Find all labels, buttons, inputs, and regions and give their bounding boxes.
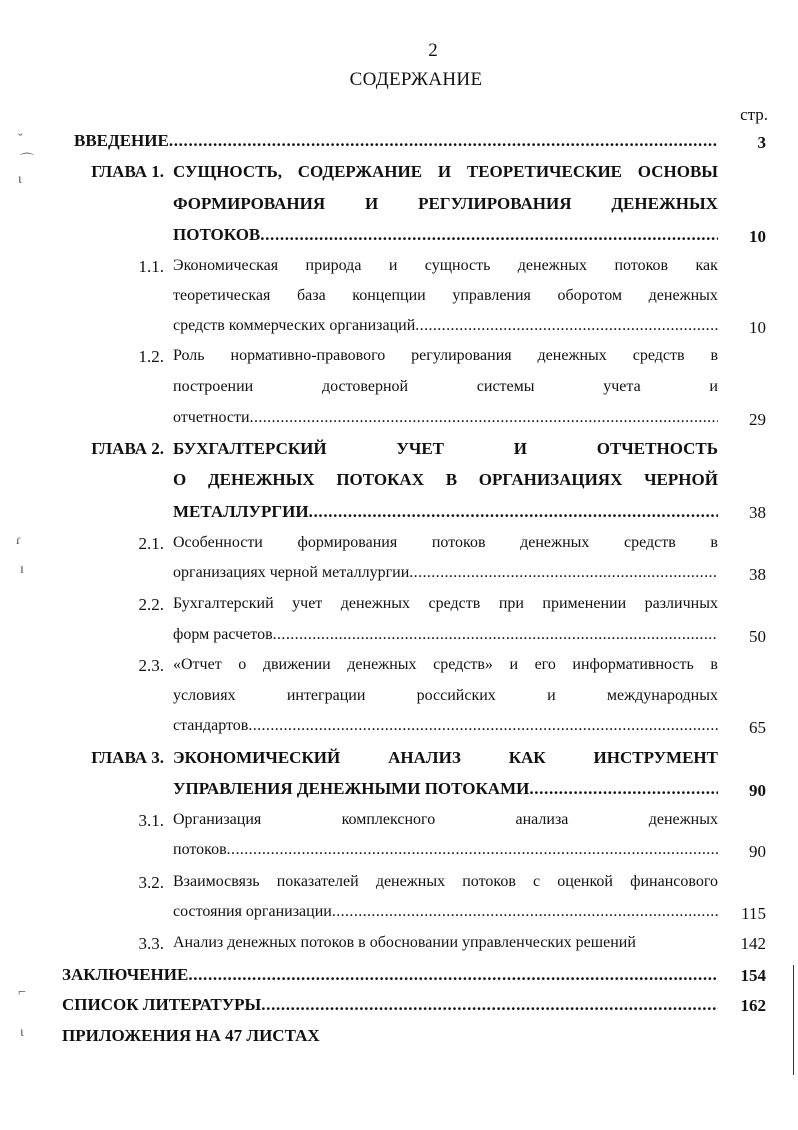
word: И	[437, 162, 452, 181]
word: состояния организации	[173, 903, 332, 920]
toc-s3-3-page: 142	[740, 934, 766, 953]
word: формирования	[297, 534, 398, 551]
toc-s2-1-number: 2.1.	[138, 534, 164, 553]
word: денежных	[520, 534, 590, 551]
toc-s2-1-line1[interactable]	[173, 534, 718, 552]
toc-s1-1-page: 10	[749, 318, 766, 337]
toc-ch2-title-line2[interactable]	[173, 470, 718, 490]
toc-s1-2-line2[interactable]	[173, 378, 718, 396]
word: применении	[542, 595, 627, 612]
word: база	[297, 287, 326, 304]
word: в	[710, 347, 718, 364]
word: Роль	[173, 347, 205, 364]
word: ОРГАНИЗАЦИЯХ	[478, 470, 623, 489]
word: и	[388, 257, 398, 274]
word: МЕТАЛЛУРГИИ	[173, 502, 309, 521]
toc-s3-2-page: 115	[741, 904, 766, 923]
word: комплексного	[341, 811, 436, 828]
word: СОДЕРЖАНИЕ	[297, 162, 423, 181]
toc-references-page: 162	[740, 996, 766, 1015]
toc-ch1-title-line1[interactable]	[173, 162, 718, 182]
toc-s2-2-number: 2.2.	[138, 595, 164, 614]
word: СУЩНОСТЬ,	[173, 162, 282, 181]
word: Особенности	[173, 534, 263, 551]
toc-s3-2-line1[interactable]	[173, 873, 718, 891]
toc-s2-3-line3[interactable]	[173, 717, 718, 735]
toc-s3-1-line1[interactable]	[173, 811, 718, 829]
toc-intro-text: ВВЕДЕНИЕ	[74, 131, 169, 150]
scan-speck: ⌒	[20, 154, 34, 169]
toc-s3-3-number: 3.3.	[138, 934, 164, 953]
toc-ch1-title-line3[interactable]	[173, 225, 718, 245]
toc-s3-1-line2[interactable]	[173, 841, 718, 859]
toc-s1-2-page: 29	[749, 410, 766, 429]
toc-appendix[interactable]: ПРИЛОЖЕНИЯ НА 47 ЛИСТАХ	[62, 1026, 320, 1045]
word: движении	[262, 656, 331, 673]
word: и	[509, 656, 519, 673]
toc-s2-3-page: 65	[749, 718, 766, 737]
word: организациях черной металлургии	[173, 564, 410, 581]
word: Экономическая	[173, 257, 279, 274]
toc-ch1-title-line2[interactable]	[173, 194, 718, 214]
word: УПРАВЛЕНИЯ ДЕНЕЖНЫМИ ПОТОКАМИ	[173, 779, 530, 798]
toc-s1-2-line1[interactable]	[173, 347, 718, 365]
toc-ch1-label: ГЛАВА 1.	[91, 162, 164, 181]
word: ДЕНЕЖНЫХ	[207, 470, 315, 489]
word: средств коммерческих организаций	[173, 317, 416, 334]
word: оборотом	[557, 287, 623, 304]
word: потоков	[614, 257, 669, 274]
word: российских	[416, 687, 496, 704]
word: И	[364, 194, 379, 213]
word: средств	[624, 534, 676, 551]
toc-ch2-page: 38	[749, 503, 766, 522]
word: его	[534, 656, 556, 673]
word: финансового	[630, 873, 718, 890]
word: Бухгалтерский	[173, 595, 274, 612]
toc-s1-1-line1[interactable]	[173, 257, 718, 275]
toc-ch3-page: 90	[749, 781, 766, 800]
word: ФОРМИРОВАНИЯ	[173, 194, 326, 213]
toc-conclusion-page: 154	[740, 966, 766, 985]
scan-speck: ɪ	[20, 562, 24, 577]
word: учета	[603, 378, 641, 395]
word: концепции	[352, 287, 426, 304]
toc-s2-1-page: 38	[749, 565, 766, 584]
word: различных	[644, 595, 718, 612]
word: средств	[632, 347, 685, 364]
toc-ch3-title-line1[interactable]	[173, 748, 718, 768]
word: денежных	[537, 347, 607, 364]
word: денежных	[340, 595, 411, 612]
word: оценкой	[557, 873, 613, 890]
word: и	[709, 378, 718, 395]
toc-s2-3-line2[interactable]	[173, 687, 718, 705]
toc-s1-1-line2[interactable]	[173, 287, 718, 305]
word: «Отчет	[173, 656, 222, 673]
word: денежных	[648, 287, 718, 304]
word: природа	[305, 257, 362, 274]
toc-s1-1-line3[interactable]	[173, 317, 718, 335]
scan-speck: ι	[20, 1025, 24, 1040]
word: условиях	[173, 687, 236, 704]
scan-speck: ⌐	[18, 985, 26, 1000]
toc-s1-2-number: 1.2.	[138, 347, 164, 366]
word: теоретическая	[173, 287, 271, 304]
toc-intro[interactable]	[74, 131, 718, 151]
word: ЧЕРНОЙ	[644, 470, 718, 489]
word: потоков	[431, 534, 486, 551]
word: И	[513, 439, 527, 458]
word: системы	[476, 378, 535, 395]
word: В	[445, 470, 458, 489]
word: при	[498, 595, 524, 612]
toc-references-text: СПИСОК ЛИТЕРАТУРЫ	[62, 995, 262, 1014]
toc-references[interactable]	[62, 995, 718, 1015]
toc-s2-2-page: 50	[749, 627, 766, 646]
word: анализа	[515, 811, 569, 828]
word: показателей	[276, 873, 359, 890]
word: средств	[428, 595, 481, 612]
word: о	[238, 656, 247, 673]
word: ОТЧЕТНОСТЬ	[596, 439, 718, 458]
word: средств»	[433, 656, 493, 673]
toc-s2-2-line1[interactable]	[173, 595, 718, 613]
toc-conclusion-text: ЗАКЛЮЧЕНИЕ	[62, 965, 189, 984]
word: АНАЛИЗ	[388, 748, 461, 767]
word: информативность	[572, 656, 694, 673]
word: регулирования	[411, 347, 512, 364]
word: и	[547, 687, 556, 704]
word: построении	[173, 378, 254, 395]
toc-intro-page: 3	[757, 133, 766, 152]
word: ЭКОНОМИЧЕСКИЙ	[173, 748, 341, 767]
word: ПОТОКОВ	[173, 225, 261, 244]
toc-s3-1-page: 90	[749, 842, 766, 861]
word: как	[695, 257, 718, 274]
toc-ch3-title-line2[interactable]	[173, 779, 718, 799]
toc-ch2-title-line1[interactable]	[173, 439, 718, 459]
word: интеграции	[286, 687, 366, 704]
word: с	[533, 873, 541, 890]
word: в	[710, 656, 718, 673]
word: РЕГУЛИРОВАНИЯ	[418, 194, 572, 213]
word: форм расчетов	[173, 626, 273, 643]
toc-s3-3-line1[interactable]: Анализ денежных потоков в обосновании управленческих решений	[173, 934, 636, 951]
word: БУХГАЛТЕРСКИЙ	[173, 439, 327, 458]
toc-ch3-label: ГЛАВА 3.	[91, 748, 164, 767]
word: в	[710, 534, 718, 551]
scan-speck: ι	[18, 172, 22, 187]
word: денежных	[375, 873, 446, 890]
toc-s3-2-number: 3.2.	[138, 873, 164, 892]
toc-s3-2-line2[interactable]	[173, 903, 718, 921]
toc-ch2-title-line3[interactable]	[173, 502, 718, 522]
word: Взаимосвязь	[173, 873, 260, 890]
toc-ch2-label: ГЛАВА 2.	[91, 439, 164, 458]
toc-s1-2-line3[interactable]	[173, 409, 718, 427]
word: КАК	[508, 748, 546, 767]
word: ИНСТРУМЕНТ	[593, 748, 718, 767]
toc-s3-1-number: 3.1.	[138, 811, 164, 830]
word: ПОТОКАХ	[336, 470, 424, 489]
word: отчетности	[173, 409, 250, 426]
word: учет	[292, 595, 323, 612]
page-column-label: стр.	[740, 105, 768, 124]
word: ДЕНЕЖНЫХ	[611, 194, 718, 213]
toc-s2-3-line1[interactable]	[173, 656, 718, 674]
toc-s2-3-number: 2.3.	[138, 656, 164, 675]
word: потоков	[462, 873, 516, 890]
word: управления	[452, 287, 531, 304]
word: ОСНОВЫ	[637, 162, 718, 181]
word: денежных	[648, 811, 718, 828]
toc-conclusion[interactable]	[62, 965, 718, 985]
word: денежных	[347, 656, 417, 673]
toc-s2-1-line2[interactable]	[173, 564, 718, 582]
scan-edge-line	[793, 965, 794, 1075]
word: достоверной	[321, 378, 409, 395]
toc-s2-2-line2[interactable]	[173, 626, 718, 644]
word: международных	[606, 687, 718, 704]
word: сущность	[424, 257, 491, 274]
word: денежных	[517, 257, 588, 274]
word: нормативно-правового	[230, 347, 386, 364]
page-number: 2	[428, 40, 438, 61]
word: О	[173, 470, 187, 489]
scan-speck: ˇ	[18, 132, 23, 147]
word: ТЕОРЕТИЧЕСКИЕ	[466, 162, 623, 181]
word: Организация	[173, 811, 262, 828]
toc-s1-1-number: 1.1.	[138, 257, 164, 276]
word: стандартов	[173, 717, 249, 734]
word: потоков	[173, 841, 227, 858]
toc-ch1-page: 10	[749, 227, 766, 246]
word: УЧЕТ	[396, 439, 445, 458]
page-title: СОДЕРЖАНИЕ	[349, 69, 483, 90]
scan-speck: ɾ	[16, 533, 21, 548]
